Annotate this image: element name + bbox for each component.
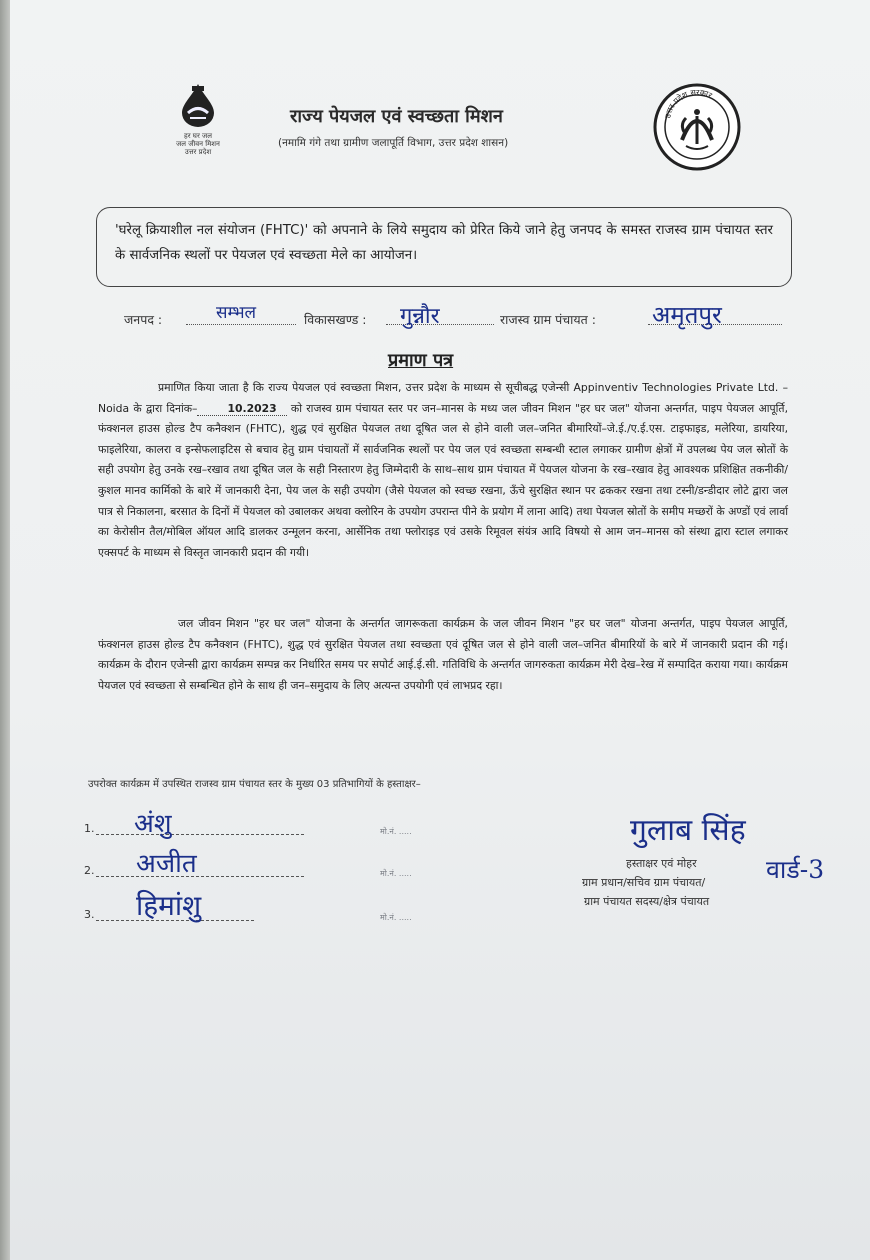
certificate-paragraph-2: जल जीवन मिशन "हर घर जल" योजना के अन्तर्गत जागरूकता कार्यक्रम के जल जीवन मिशन "हर घर जल" योजना अन्तर्गत, पाइप पेयजल आपूर्ति, फंक्शनल हाउस होल्ड टैप कनैक्शन (FHTC), शुद्ध एवं सुरक्षित पेयजल तथा स्वच्छता एवं दूषित जल से होने वाली जल–जनित बीमारियों के बारे में जानकारी प्रदान की गई। कार्यक्रम के दौरान एजेन्सी द्वारा कार्यक्रम सम्पन्न कर निर्धारित समय पर सपोर्ट आई.ई.सी. गतिविधि के अन्तर्गत जागरुकता कार्यक्रम मेरी देख–रेख में सम्पादित कराया गया। कार्यक्रम पेयजल एवं स्वच्छता से सम्बन्धित होने के साथ ही जन–समुदाय के लिए अत्यन्त उपयोगी एवं लाभप्रद रहा। <box>98 617 788 692</box>
sign-label-2: ग्राम प्रधान/सचिव ग्राम पंचायत/ <box>582 876 706 889</box>
para1-start: प्रमाणित किया जाता है कि राज्य पेयजल एवं स्वच्छता मिशन, उत्तर प्रदेश के माध्यम से सूचीबद्ध एजेन्सी Appinventiv Technologies Private Ltd. – Noida के द्वारा दिनांक– <box>98 381 788 415</box>
signature-line <box>96 876 304 877</box>
up-government-seal <box>652 82 742 172</box>
certificate-title: प्रमाण पत्र <box>388 350 454 371</box>
location-fields <box>124 300 804 336</box>
participant-number: 2. <box>84 864 95 877</box>
janpad-dotted-line <box>186 324 296 325</box>
event-description-box <box>96 207 792 287</box>
har-ghar-jal-logo <box>158 82 238 156</box>
seal-text: उत्तर प्रदेश सरकार <box>663 87 714 120</box>
participant-signature-row <box>84 889 254 930</box>
logo-caption-1: हर घर जल <box>184 132 212 140</box>
participant-signature-row <box>84 808 304 844</box>
attendance-note: उपरोक्त कार्यक्रम में उपस्थित राजस्व ग्राम पंचायत स्तर के मुख्य 03 प्रतिभागियों के हस्ताक्षर– <box>88 779 421 790</box>
event-date: 10.2023 <box>197 402 286 416</box>
participant-mobile-placeholder: मो.नं. ..... <box>380 827 412 836</box>
block-label: विकासखण्ड : <box>304 312 367 327</box>
event-description: 'घरेलू क्रियाशील नल संयोजन (FHTC)' को अपनाने के लिये समुदाय को प्रेरित किये जाने हेतु जनपद के समस्त राजस्व ग्राम पंचायत स्तर के सार्वजनिक स्थलों पर पेयजल एवं स्वच्छता मेले का आयोजन। <box>115 223 773 263</box>
org-subtitle: (नमामि गंगे तथा ग्रामीण जलापूर्ति विभाग, उत्तर प्रदेश शासन) <box>278 137 509 149</box>
participant-number: 1. <box>84 822 95 835</box>
sign-label-1: हस्ताक्षर एवं मोहर <box>626 857 697 870</box>
gram-value: अमृतपुर <box>652 301 722 329</box>
signature-line <box>96 834 304 835</box>
janpad-label: जनपद : <box>124 312 163 327</box>
certificate-paragraph-1 <box>98 378 788 563</box>
sign-label-3: ग्राम पंचायत सदस्य/क्षेत्र पंचायत <box>584 895 710 908</box>
block-value: गुन्नौर <box>400 304 440 329</box>
participant-number: 3. <box>84 908 95 921</box>
logo-caption-2: जल जीवन मिशन <box>176 140 220 148</box>
participant-signature: अंशु <box>134 809 172 839</box>
water-drop-icon <box>178 82 218 128</box>
gram-label: राजस्व ग्राम पंचायत : <box>500 312 596 327</box>
participant-mobile-placeholder: मो.नं. ..... <box>380 869 412 878</box>
ward-note: वार्ड-3 <box>766 855 825 884</box>
janpad-value: सम्भल <box>216 303 257 323</box>
participant-signature-row <box>84 850 304 886</box>
participant-signature: हिमांशु <box>136 889 202 922</box>
logo-caption-3: उत्तर प्रदेश <box>184 148 212 156</box>
participant-mobile-placeholder: मो.नं. ..... <box>380 913 412 922</box>
up-seal-emblem-icon <box>652 82 742 172</box>
para1-rest: को राजस्व ग्राम पंचायत स्तर पर जन–मानस के मध्य जल जीवन मिशन "हर घर जल" योजना अन्तर्गत, पाइप पेयजल आपूर्ति, फंक्शनल हाउस होल्ड टैप कनैक्शन (FHTC), शुद्ध एवं सुरक्षित पेयजल तथा दूषित जल से होने वाली जल–जनित बीमारियों–जे.ई./ए.ई.एस. टाइफाइड, मलेरिया, डायरिया, फाइलेरिया, कालरा व इन्सेफलाइटिस से बचाव हेतु ग्राम पंचायतों में सार्वजनिक स्थलों पर पेय जल एवं स्वच्छता सम्बन्धी स्टाल लगाकर ग्रामीण क्षेत्रों में उपलब्ध पेय जल स्रोतों के सही उपयोग हेतु उनके रख–रखाव तथा दूषित जल के सही निस्तारण हेतु जिम्मेदारी के साथ–साथ ग्राम पंचायत में पेयजल योजना के रख–रखाव हेतु आवश्यक प्रशिक्षित तकनीकी/कुशल मानव कार्मिको के बारे में जानकारी देना, पेय जल के सही उपयोग (जैसे पेयजल को स्वच्छ रखना, ऊँचे सुरक्षित स्थान पर ढककर रखना तथा टस्नी/डन्डीदार लोटे द्वारा जल पात्र से निकालना, बरसात के दिनों में पेयजल को उबालकर अथवा क्लोरिन के उपयोग उपरान्त पीने के प्रयोग में लाना आदि) तथा पेयजल स्रोतों के समीप मच्छरों के अण्डों एवं लार्वा का केरोसीन तैल/मोबिल ऑयल आदि डालकर उन्मूलन करना, आर्सेनिक तथा फ्लोराइड एवं उसके रिमूवल संयंत्र आदि विषयो से आम जन–मानस को संस्था द्वारा स्टाल लगाकर एक्सपर्ट के माध्यम से विस्तृत जानकारी प्रदान की गयी। <box>98 401 789 559</box>
participant-signature: अजीत <box>136 849 197 879</box>
pradhan-signature: गुलाब सिंह <box>630 813 746 848</box>
org-title: राज्य पेयजल एवं स्वच्छता मिशन <box>290 106 503 127</box>
